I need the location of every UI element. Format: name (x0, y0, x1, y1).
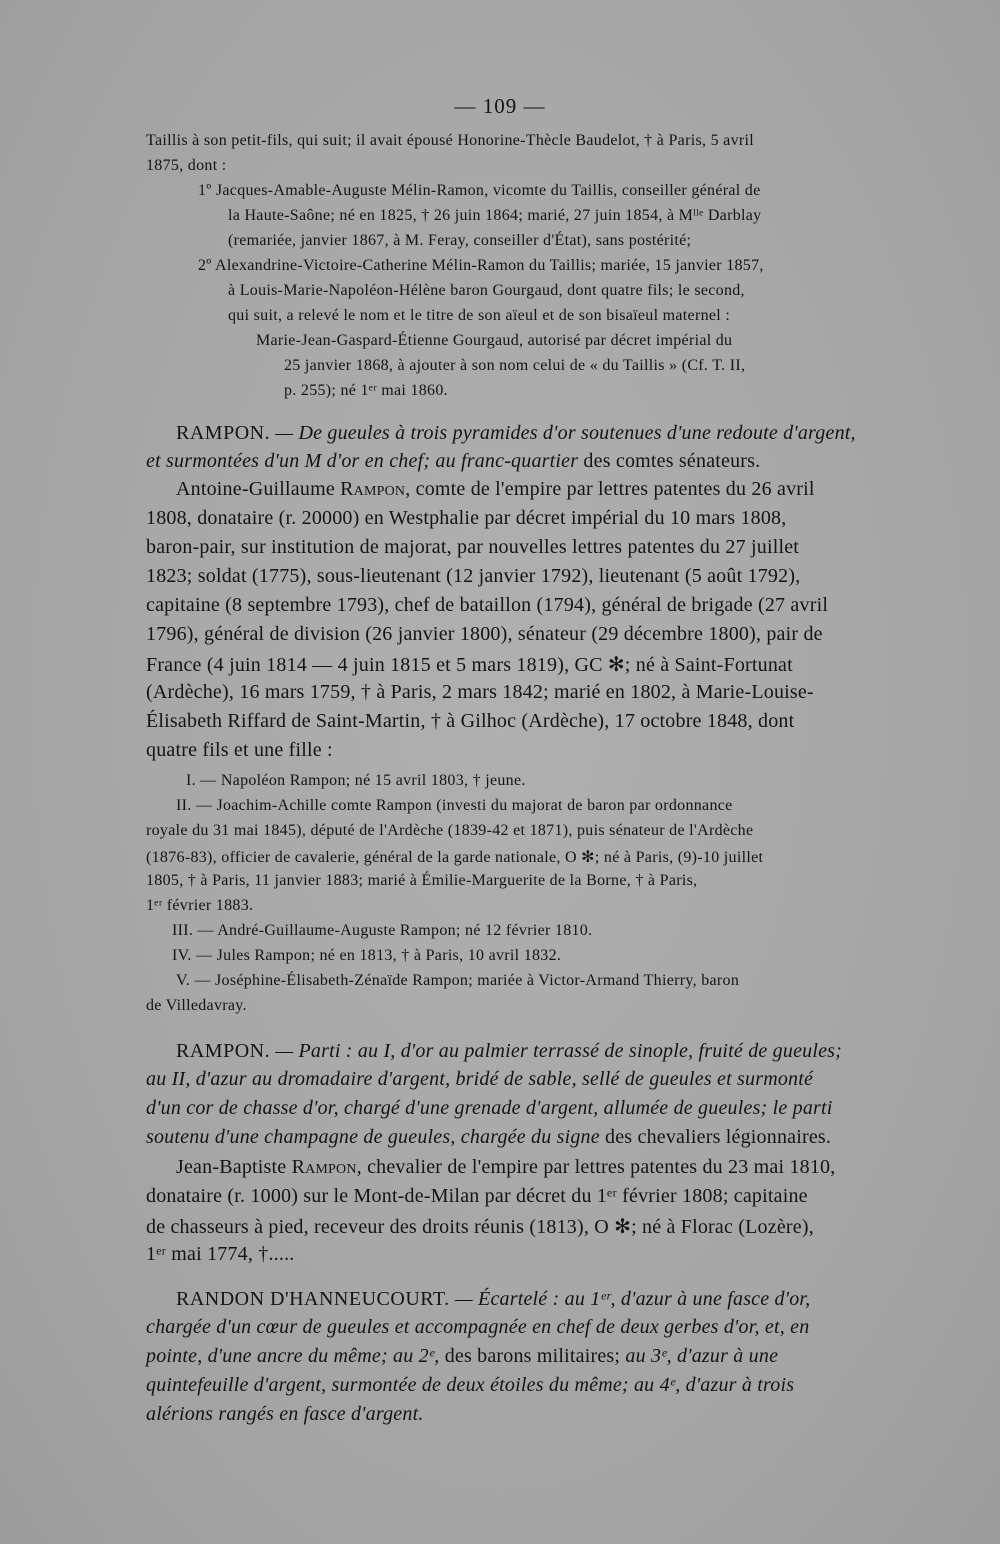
bio-line: donataire (r. 1000) sur le Mont-de-Milan par décret du 1ᵉʳ février 1808; capitaine (146, 1185, 808, 1207)
bio-line (176, 1156, 835, 1179)
bio-line: France (4 juin 1814 — 4 juin 1815 et 5 mars 1819), GC ✻; né à Saint-Fortunat (146, 654, 793, 676)
text-line: 2º Alexandrine-Victoire-Catherine Mélin-Ramon du Taillis; mariée, 15 janvier 1857, (198, 257, 764, 274)
child-line: II. — Joachim-Achille comte Rampon (investi du majorat de baron par ordonnance (176, 797, 733, 814)
bio-line: de chasseurs à pied, receveur des droits réunis (1813), O ✻; né à Florac (Lozère), (146, 1216, 814, 1238)
bio-line (176, 478, 815, 501)
text-line: 1º Jacques-Amable-Auguste Mélin-Ramon, vicomte du Taillis, conseiller général de (198, 182, 761, 199)
blazon-text: et surmontées d'un M d'or en chef; au franc-quartier (146, 450, 579, 472)
child-line: de Villedavray. (146, 997, 247, 1014)
entry-heading: RANDON D'HANNEUCOURT. (176, 1288, 450, 1310)
text-line: 1875, dont : (146, 157, 227, 174)
bio-text: , comte de l'empire par lettres patentes du 26 avril (405, 478, 815, 500)
blazon-line (146, 1345, 778, 1368)
surname: Rampon (340, 478, 406, 500)
blazon-line: au II, d'azur au dromadaire d'argent, bridé de sable, sellé de gueules et surmonté (146, 1068, 814, 1090)
text-line: (remariée, janvier 1867, à M. Feray, conseiller d'État), sans postérité; (228, 232, 692, 249)
text-line: Taillis à son petit-fils, qui suit; il avait épousé Honorine-Thècle Baudelot, † à Paris, 5 avril (146, 132, 754, 149)
blazon-text: des barons militaires; (444, 1345, 621, 1367)
text-line: la Haute-Saône; né en 1825, † 26 juin 1864; marié, 27 juin 1854, à Mˡˡᵉ Darblay (228, 207, 762, 224)
bio-line: quatre fils et une fille : (146, 739, 333, 761)
child-line: V. — Joséphine-Élisabeth-Zénaïde Rampon; mariée à Victor-Armand Thierry, baron (176, 972, 740, 989)
blazon-line (176, 1040, 842, 1063)
child-line: (1876-83), officier de cavalerie, général de la garde nationale, O ✻; né à Paris, (9)-10 juillet (146, 849, 764, 866)
entry-heading: RAMPON. (176, 422, 271, 444)
bio-line: 1808, donataire (r. 20000) en Westphalie par décret impérial du 10 mars 1808, (146, 507, 787, 529)
text-line: à Louis-Marie-Napoléon-Hélène baron Gourgaud, dont quatre fils; le second, (228, 282, 745, 299)
blazon-text: des comtes sénateurs. (583, 450, 761, 472)
blazon-line (146, 1126, 831, 1149)
bio-line: Élisabeth Riffard de Saint-Martin, † à Gilhoc (Ardèche), 17 octobre 1848, dont (146, 710, 795, 732)
child-line: I. — Napoléon Rampon; né 15 avril 1803, † jeune. (186, 772, 526, 789)
blazon-line (176, 1288, 810, 1311)
blazon-text: — Parti : au I, d'or au palmier terrassé de sinople, fruité de gueules; (275, 1040, 843, 1062)
bio-line: capitaine (8 septembre 1793), chef de bataillon (1794), général de brigade (27 avril (146, 594, 829, 616)
blazon-line: chargée d'un cœur de gueules et accompagnée en chef de deux gerbes d'or, et, en (146, 1316, 810, 1338)
blazon-text: des chevaliers légionnaires. (605, 1126, 832, 1148)
bio-line: 1823; soldat (1775), sous-lieutenant (12 janvier 1792), lieutenant (5 août 1792), (146, 565, 801, 587)
bio-text: , chevalier de l'empire par lettres patentes du 23 mai 1810, (356, 1156, 836, 1178)
surname: Rampon (291, 1156, 357, 1178)
blazon-line: d'un cor de chasse d'or, chargé d'une grenade d'argent, allumée de gueules; le parti (146, 1097, 833, 1119)
text-line: p. 255); né 1ᵉʳ mai 1860. (284, 382, 448, 399)
child-line: IV. — Jules Rampon; né en 1813, † à Paris, 10 avril 1832. (172, 947, 562, 964)
child-line: III. — André-Guillaume-Auguste Rampon; né 12 février 1810. (172, 922, 593, 939)
person-name: Jean-Baptiste (176, 1156, 287, 1178)
blazon-text: pointe, d'une ancre du même; au 2ᵉ, (146, 1345, 440, 1367)
child-line: 1ᵉʳ février 1883. (146, 897, 254, 914)
blazon-line (146, 450, 760, 473)
blazon-text: — Écartelé : au 1ᵉʳ, d'azur à une fasce d'or, (454, 1288, 811, 1310)
blazon-line: alérions rangés en fasce d'argent. (146, 1403, 424, 1425)
blazon-text: — De gueules à trois pyramides d'or soutenues d'une redoute d'argent, (275, 422, 856, 444)
text-line: 25 janvier 1868, à ajouter à son nom celui de « du Taillis » (Cf. T. II, (284, 357, 746, 374)
bio-line: baron-pair, sur institution de majorat, par nouvelles lettres patentes du 27 juillet (146, 536, 800, 558)
bio-line: 1796), général de division (26 janvier 1800), sénateur (29 décembre 1800), pair de (146, 623, 823, 645)
blazon-line (176, 422, 856, 445)
blazon-text: au 3ᵉ, d'azur à une (625, 1345, 779, 1367)
text-line: Marie-Jean-Gaspard-Étienne Gourgaud, autorisé par décret impérial du (256, 332, 733, 349)
page-number: — 109 — (454, 94, 546, 118)
text-line: qui suit, a relevé le nom et le titre de son aïeul et de son bisaïeul maternel : (228, 307, 731, 324)
bio-line: (Ardèche), 16 mars 1759, † à Paris, 2 mars 1842; marié en 1802, à Marie-Louise- (146, 681, 814, 703)
child-line: royale du 31 mai 1845), député de l'Ardèche (1839-42 et 1871), puis sénateur de l'Ardèche (146, 822, 754, 839)
child-line: 1805, † à Paris, 11 janvier 1883; marié à Émilie-Marguerite de la Borne, † à Paris, (146, 872, 698, 889)
blazon-line: quintefeuille d'argent, surmontée de deux étoiles du même; au 4ᵉ, d'azur à trois (146, 1374, 795, 1396)
blazon-text: soutenu d'une champagne de gueules, chargée du signe (146, 1126, 600, 1148)
bio-line: 1ᵉʳ mai 1774, †..... (146, 1243, 295, 1265)
entry-heading: RAMPON. (176, 1040, 271, 1062)
person-name: Antoine-Guillaume (176, 478, 335, 500)
